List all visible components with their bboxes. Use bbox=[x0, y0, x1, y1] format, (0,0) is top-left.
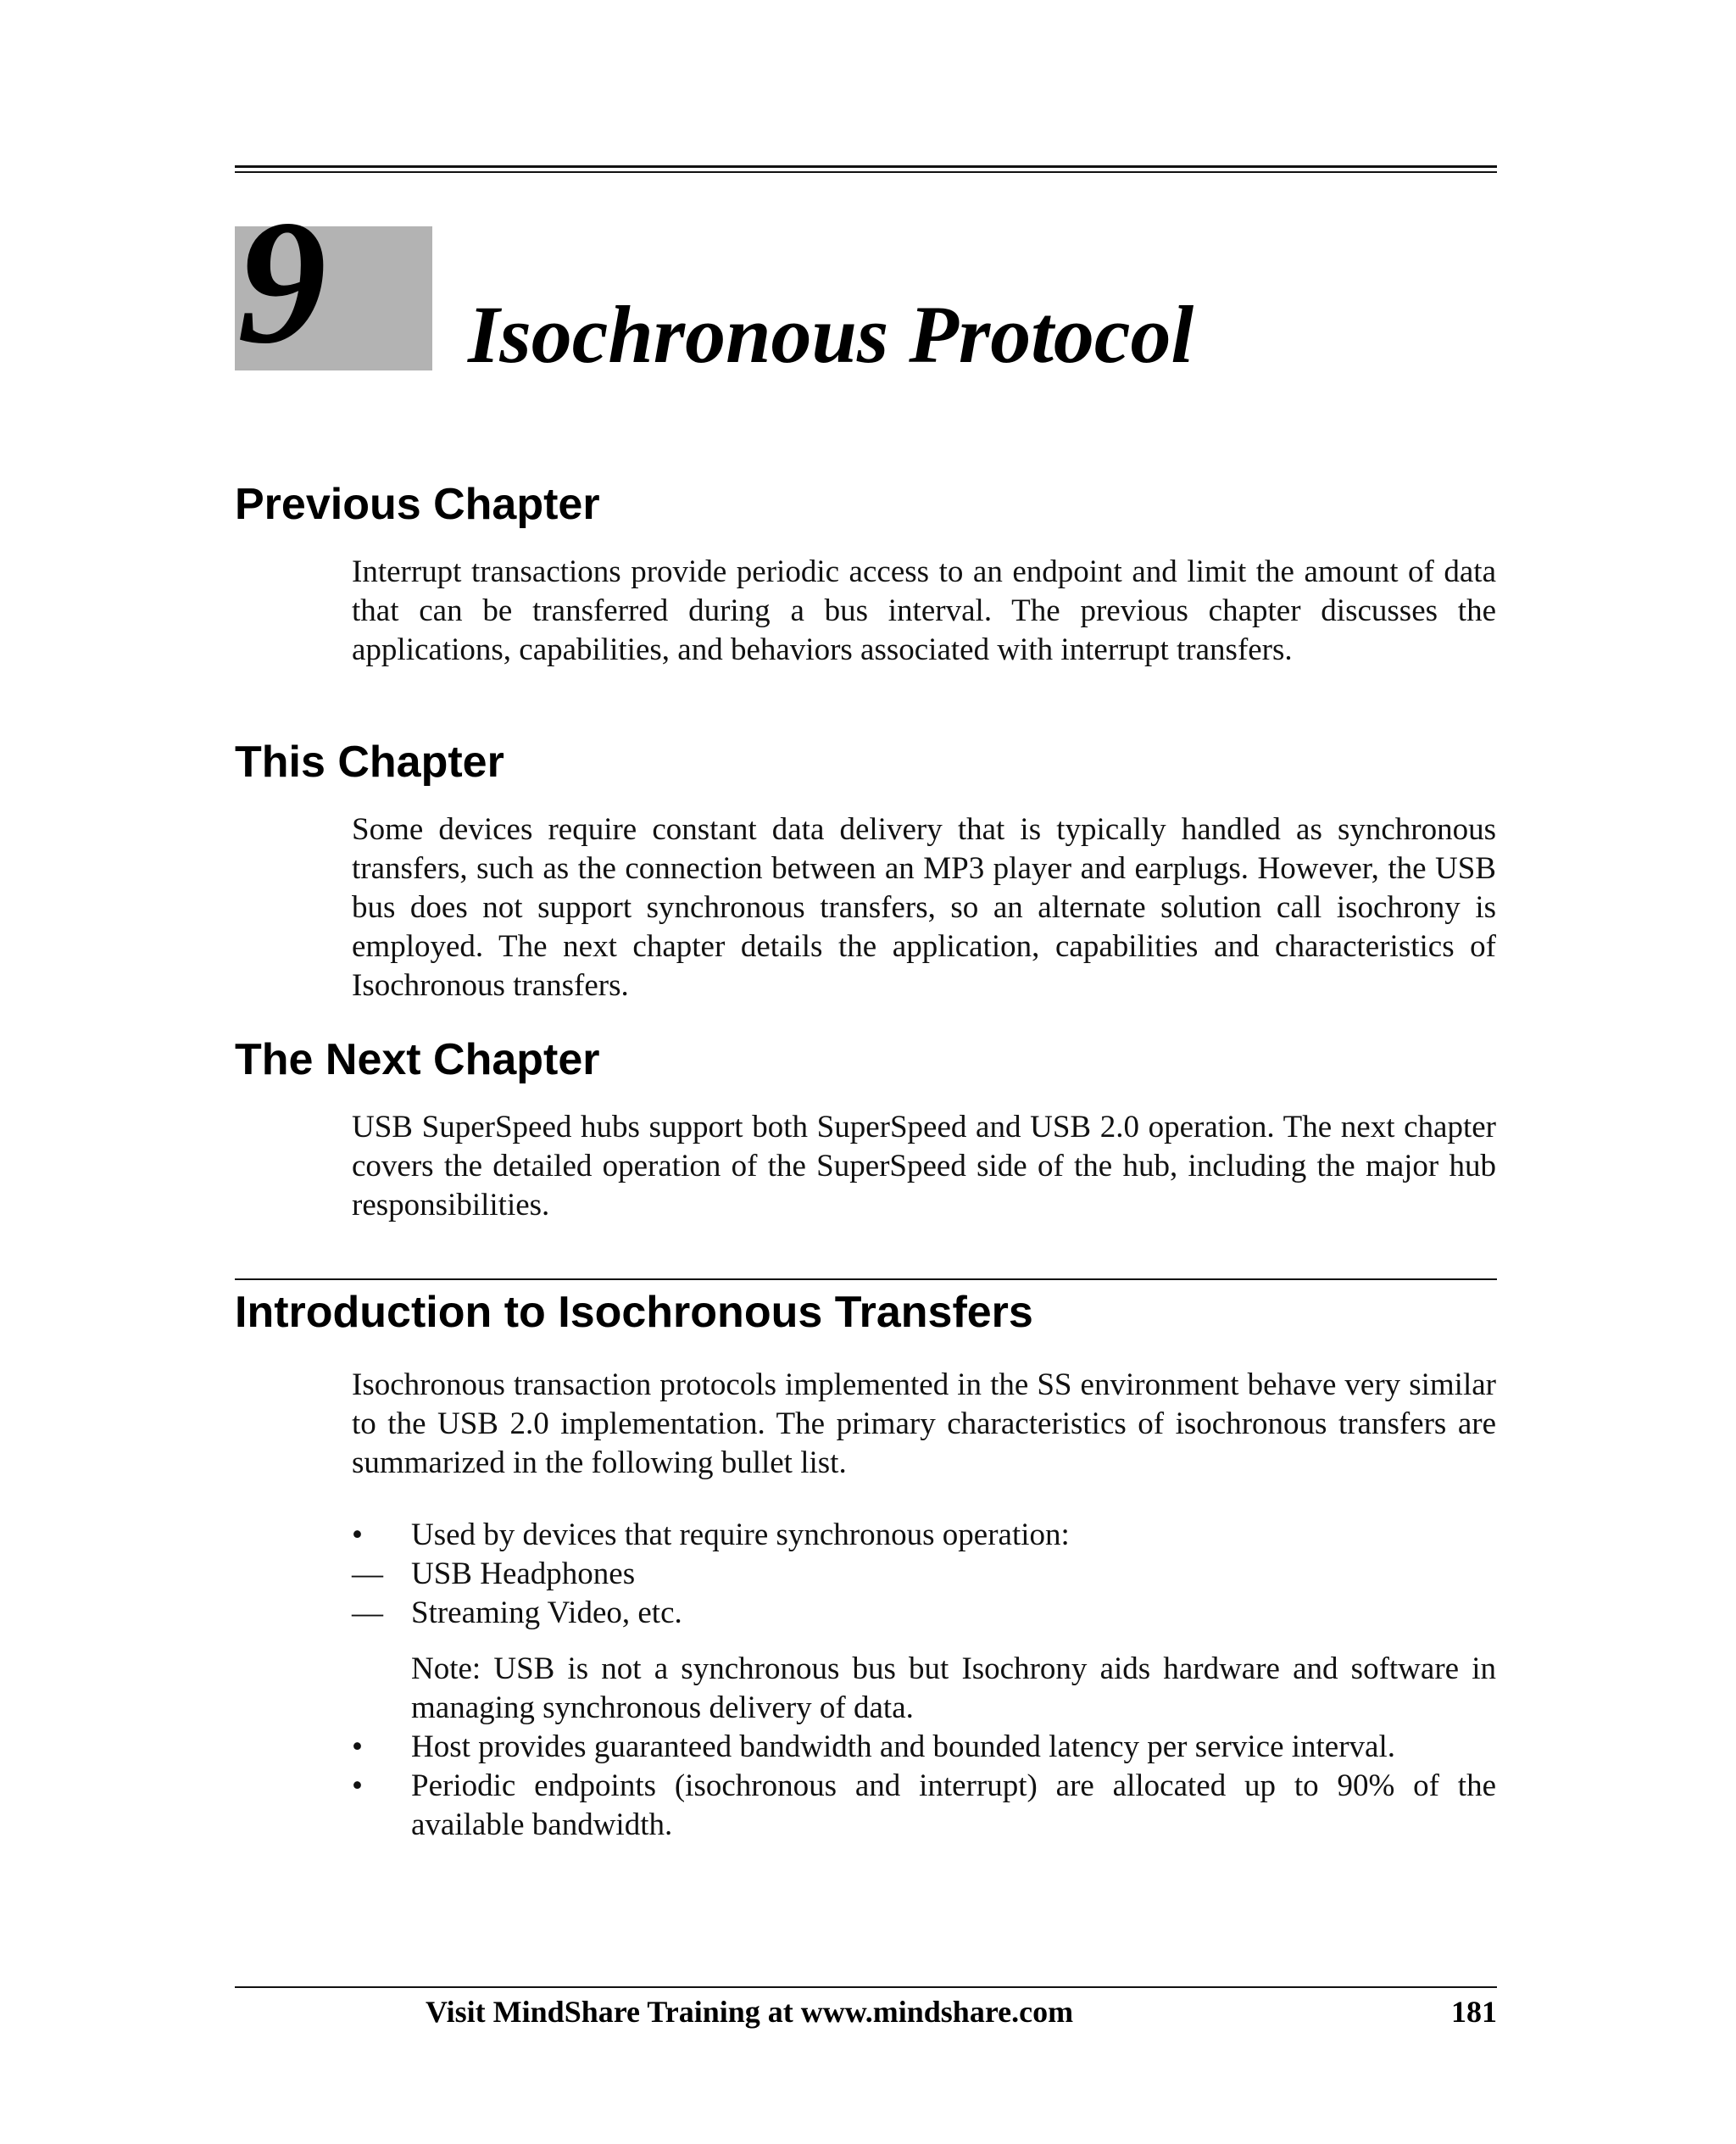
top-rule bbox=[235, 165, 1497, 168]
next-chapter-text: USB SuperSpeed hubs support both SuperSpeed and USB 2.0 operation. The next chapter covers the detailed operation of the SuperSpeed side of the hub, including the major hub responsibilities. bbox=[352, 1110, 1496, 1222]
previous-chapter-text: Interrupt transactions provide periodic access to an endpoint and limit the amount of data that can be transferred during a bus interval. The previous chapter discusses the applications, capabilities, and behaviors associated with interrupt transfers. bbox=[352, 554, 1496, 667]
bullet-icon: • bbox=[352, 1518, 363, 1552]
characteristics-list bbox=[352, 1516, 1496, 1845]
list-item bbox=[352, 1767, 1496, 1845]
chapter-number: 9 bbox=[237, 184, 326, 381]
page-number: 181 bbox=[1451, 1995, 1497, 2029]
bullet-note: Note: USB is not a synchronous bus but Isochrony aids hardware and software in managing synchronous delivery of data. bbox=[411, 1651, 1496, 1725]
bullet-text: Periodic endpoints (isochronous and interrupt) are allocated up to 90% of the available bandwidth. bbox=[411, 1768, 1496, 1842]
intro-heading: Introduction to Isochronous Transfers bbox=[235, 1288, 1033, 1337]
section-divider bbox=[235, 1278, 1497, 1280]
this-chapter-heading: This Chapter bbox=[235, 738, 504, 787]
footer-text: Visit MindShare Training at www.mindshare.com bbox=[426, 1995, 1074, 2029]
bullet-icon: • bbox=[352, 1768, 363, 1803]
sub-list-item bbox=[352, 1555, 1496, 1594]
footer-rule bbox=[235, 1986, 1497, 1988]
intro-text: Isochronous transaction protocols implemented in the SS environment behave very similar to the USB 2.0 implementation. The primary characteristics of isochronous transfers are summarized in the following bullet list. bbox=[352, 1367, 1496, 1480]
bullet-text: Host provides guaranteed bandwidth and bounded latency per service interval. bbox=[411, 1729, 1396, 1764]
previous-chapter-heading: Previous Chapter bbox=[235, 480, 600, 529]
sub-item-text: Streaming Video, etc. bbox=[411, 1595, 682, 1630]
top-rule-thin bbox=[235, 171, 1497, 173]
dash-icon: — bbox=[352, 1595, 383, 1630]
list-item bbox=[352, 1516, 1496, 1555]
sub-list-item bbox=[352, 1594, 1496, 1633]
next-chapter-heading: The Next Chapter bbox=[235, 1035, 600, 1084]
bullet-icon: • bbox=[352, 1729, 363, 1764]
list-item bbox=[352, 1728, 1496, 1767]
bullet-text: Used by devices that require synchronous operation: bbox=[411, 1518, 1070, 1552]
sub-item-text: USB Headphones bbox=[411, 1556, 636, 1591]
this-chapter-text: Some devices require constant data delivery that is typically handled as synchronous transfers, such as the connection between an MP3 player and earplugs. However, the USB bus does not support synchronous transfers, so an alternate solution call isochrony is employed. The next chapter details the application, capabilities and characteristics of Isochronous transfers. bbox=[352, 812, 1496, 1003]
chapter-title: Isochronous Protocol bbox=[468, 289, 1194, 380]
dash-icon: — bbox=[352, 1556, 383, 1591]
